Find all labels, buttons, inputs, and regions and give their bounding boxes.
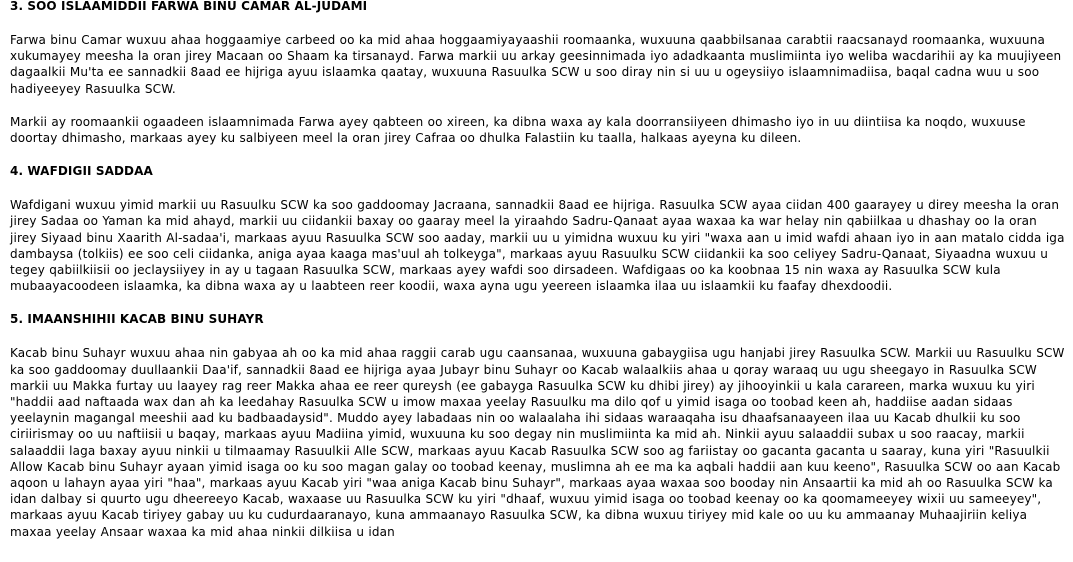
- paragraph: Wafdigani wuxuu yimid markii uu Rasuulku SCW ka soo gaddoomay Jacraana, sannadkii 8aad ee hijriga. Rasuulka SCW ayaa ciidan 400 gaarayey u direy meesha la oran jirey Sadaa oo Yaman ka mid ahayd, markii uu ciidankii baxay oo gaaray meel la yiraahdo Sadru-Qanaat ayaa waxaa ka war helay nin qabiilkaa u dhashay oo la oran jirey Siyaad binu Xaarith Al-sadaa'i, markaas ayuu Rasuulka SCW soo aaday, markii uu u yimidna wuxuu ku yiri "waxa aan u imid wafdi ahaan iyo in aan matalo cidda iga dambaysa (tolkiis) ee soo celi ciidanka, aniga ayaa kaaga mas'uul ah tolkeyga", markaas ayuu Rasuulku SCW ciidankii ka soo celiyey Sadru-Qanaat, Siyaadna wuxuu u tegey qabiilkiisii oo jeclaysiiyey in ay u tagaan Rasuulka SCW, markaas ayey wafdi soo dirsadeen. Wafdigaas oo ka koobnaa 15 nin waxa ay Rasuulka SCW kula mubaayacoodeen islaamka, ka dibna waxa ay u laabteen reer koodii, waxa ayna ugu yeereen islaamka ilaa uu islaamkii ku faafay dhexdoodii.: [10, 198, 1065, 294]
- section-3: [10, 0, 1066, 146]
- paragraph: Kacab binu Suhayr wuxuu ahaa nin gabyaa ah oo ka mid ahaa raggii carab ugu caansanaa, wuxuuna gabaygiisa ugu hanjabi jirey Rasuulka SCW. Markii uu Rasuulku SCW ka soo gaddoomay duullaankii Daa'if, sannadkii 8aad ee hijriga ayaa Jubayr binu Suhayr oo Kacab walaalkiis ahaa u qoray waraaq uu ugu sheegayo in Rasuulka SCW markii uu Makka furtay uu laayey rag reer Makka ahaa ee reer qureysh (ee gabayga Rasuulka SCW ku dhibi jirey) ay jihooyinkii u kala carareen, marka wuxuu ku yiri "haddii aad naftaada wax dan ah ka leedahay Rasuulka SCW u imow maxaa yeelay Rasuulku ma dilo qof u yimid isaga oo toobad keen ah, haddiise aadan sidaas yeelaynin magangal meeshii aad ku badbaadaysid". Muddo ayey labadaas nin oo walaalaha ihi sidaas waraaqaha isu dhaafsanaayeen ilaa uu Kacab dhulkii ku soo ciriirismay oo uu naftiisii u baqay, markaas ayuu Madiina yimid, wuxuuna ku soo degay nin muslimiinta ka mid ah. Ninkii ayuu salaaddii subax u soo raacay, markii salaaddii laga baxay ayuu ninkii u tilmaamay Rasuulkii Alle SCW, markaas ayuu Kacab Rasuulka SCW soo ag fariistay oo gacanta gacanta u saaray, kuna yiri "Rasuulkii Allow Kacab binu Suhayr ayaan yimid isaga oo ku soo magan galay oo toobad keenay, muslimna ah ee ma ka aqbali haddii aan kuu keeno", Rasuulka SCW oo aan Kacab aqoon u lahayn ayaa yiri "haa", markaas ayuu Kacab yiri "waa aniga Kacab binu Suhayr", markaas ayaa waxaa soo booday nin Ansaartii ka mid ah oo Rasuulka SCW ka idan dalbay si quurto ugu dheereeyo Kacab, waxaase uu Rasuulka SCW ku yiri "dhaaf, wuxuu yimid isaga oo toobad keenay oo ka qoomameeyey wixii uu sameeyey", markaas ayuu Kacab tiriyey gabay uu ku cudurdaaranayo, kuna ammaanayo Rasuulka SCW, ka dibna wuxuu tiriyey mid kale oo uu ku ammaanay Muhaajiriin keliya maxaa yeelay Ansaar waxaa ka mid ahaa ninkii dilkiisa u idan: [10, 346, 1065, 539]
- section-4: [10, 163, 1066, 294]
- paragraph: Markii ay roomaankii ogaadeen islaamnimada Farwa ayey qabteen oo xireen, ka dibna waxa ay kala doorransiiyeen dhimasho iyo in uu diintiisa ka noqdo, wuxuuse doortay dhimasho, markaas ayey ku salbiyeen meel la oran jirey Cafraa oo dhulka Falastiin ku taalla, halkaas ayeyna ku dileen.: [10, 114, 1026, 146]
- section-title: 5. IMAANSHIHII KACAB BINU SUHAYR: [10, 312, 264, 327]
- section-title: 4. WAFDIGII SADDAA: [10, 164, 153, 179]
- paragraph: Farwa binu Camar wuxuu ahaa hoggaamiye carbeed oo ka mid ahaa hoggaamiyayaashii roomaanka, wuxuuna qaabbilsanaa carabtii raacsanayd roomaanka, wuxuuna xukumayey meesha la oran jirey Macaan oo Shaam ka tirsanayd. Farwa markii uu arkay geesinnimada iyo adadkaanta muslimiinta iyo weliba wacdarihii ay ka muujiyeen dagaalkii Mu'ta ee sannadkii 8aad ee hijriga ayuu islaamka qaatay, wuxuuna Rasuulka SCW u soo diray nin si uu u ogeysiiyo islaamnimadiisa, baqal cadna wuu u soo hadiyeeyey Rasuulka SCW.: [10, 33, 1062, 96]
- document-page: [10, 0, 1066, 540]
- section-title: 3. SOO ISLAAMIDDII FARWA BINU CAMAR AL-JUDAMI: [10, 0, 368, 13]
- section-5: [10, 311, 1066, 539]
